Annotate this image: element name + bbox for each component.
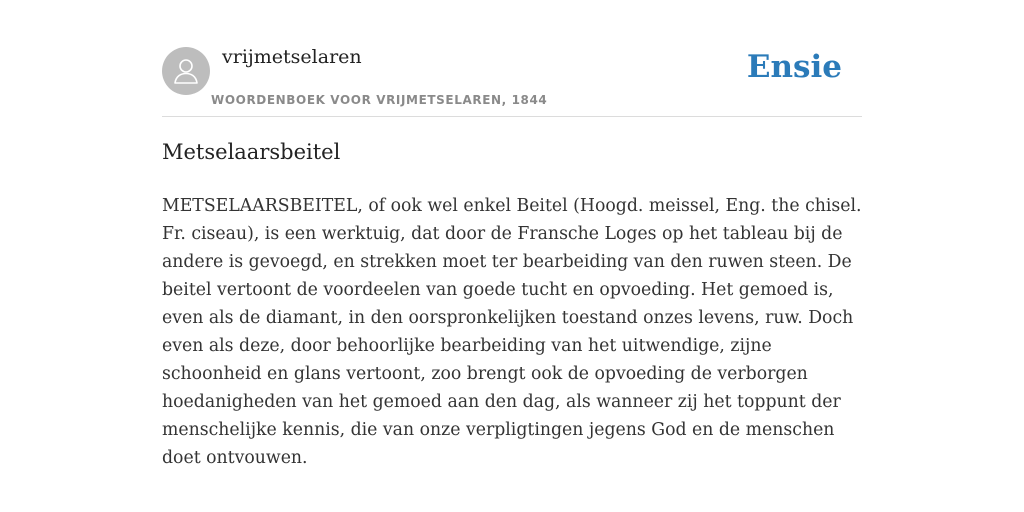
entry-header (162, 44, 862, 117)
page-title: Metselaarsbeitel (162, 140, 341, 164)
user-icon (171, 56, 201, 86)
entry-body: METSELAARSBEITEL, of ook wel enkel Beitel (Hoogd. meissel, Eng. the chisel. Fr. ciseau), is een werktuig, dat door de Fransche Loges op het tableau bij de andere is gevoegd, en strekken moet ter bearbeiding van den ruwen steen. De beitel vertoont de voordeelen van goede tucht en opvoeding. Het gemoed is, even als de diamant, in den oorspronkelijken toestand onzes levens, ruw. Doch even als deze, door behoorlijke bearbeiding van het uitwendige, zijne schoonheid en glans vertoont, zoo brengt ook de opvoeding de verborgen hoedanigheden van het gemoed aan den dag, als wanneer zij het toppunt der menschelijke kennis, die van onze verpligtingen jegens God en de menschen doet ontvouwen. (162, 196, 862, 468)
source-label[interactable]: WOORDENBOEK VOOR VRIJMETSELAREN, 1844 (211, 93, 548, 107)
author-name[interactable]: vrijmetselaren (222, 46, 362, 68)
ensie-logo[interactable]: Ensie (746, 49, 842, 85)
avatar[interactable] (162, 47, 210, 95)
